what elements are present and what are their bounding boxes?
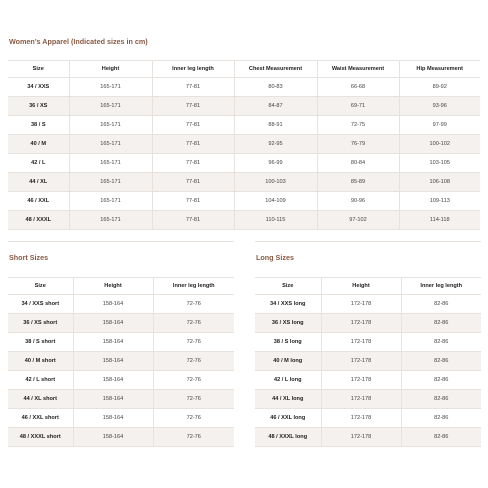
cell-height: 165-171 — [69, 211, 152, 230]
col-header-inner-leg: Inner leg length — [152, 61, 234, 78]
cell-size: 42 / L long — [255, 371, 321, 390]
cell-size: 48 / XXXL — [8, 211, 69, 230]
table-row — [8, 371, 234, 390]
cell-size: 36 / XS — [8, 97, 69, 116]
cell-height: 172-178 — [321, 409, 401, 428]
long-size-table — [255, 277, 481, 447]
table-row — [8, 409, 234, 428]
cell-chest: 80-83 — [234, 78, 317, 97]
cell-chest: 88-91 — [234, 116, 317, 135]
short-size-table — [8, 277, 234, 447]
table-row — [255, 371, 481, 390]
long-table-body — [255, 295, 481, 447]
cell-height: 172-178 — [321, 371, 401, 390]
cell-size: 44 / XL long — [255, 390, 321, 409]
section-divider-left — [8, 241, 234, 242]
table-row — [255, 409, 481, 428]
cell-waist: 85-89 — [317, 173, 399, 192]
table-row — [8, 173, 480, 192]
cell-hip: 89-92 — [399, 78, 480, 97]
cell-height: 158-164 — [73, 352, 153, 371]
cell-inner-leg: 72-76 — [153, 295, 234, 314]
cell-height: 172-178 — [321, 333, 401, 352]
col-header-size: Size — [8, 61, 69, 78]
cell-inner-leg: 72-76 — [153, 390, 234, 409]
col-header-height: Height — [69, 61, 152, 78]
cell-size: 46 / XXL — [8, 192, 69, 211]
cell-chest: 84-87 — [234, 97, 317, 116]
cell-hip: 97-99 — [399, 116, 480, 135]
table-row — [255, 333, 481, 352]
cell-height: 172-178 — [321, 428, 401, 447]
short-table-title: Short Sizes — [9, 253, 49, 262]
table-row — [8, 154, 480, 173]
cell-height: 158-164 — [73, 371, 153, 390]
cell-inner-leg: 72-76 — [153, 352, 234, 371]
cell-size: 36 / XS short — [8, 314, 73, 333]
cell-inner-leg: 72-76 — [153, 333, 234, 352]
cell-inner-leg: 77-81 — [152, 154, 234, 173]
cell-size: 38 / S short — [8, 333, 73, 352]
cell-hip: 109-113 — [399, 192, 480, 211]
cell-height: 165-171 — [69, 154, 152, 173]
cell-size: 48 / XXXL long — [255, 428, 321, 447]
section-divider-right — [255, 241, 481, 242]
table-row — [8, 211, 480, 230]
col-header-height: Height — [321, 278, 401, 295]
table-row — [255, 295, 481, 314]
cell-size: 40 / M — [8, 135, 69, 154]
cell-hip: 106-108 — [399, 173, 480, 192]
cell-waist: 76-79 — [317, 135, 399, 154]
table-row — [8, 97, 480, 116]
col-header-chest: Chest Measurement — [234, 61, 317, 78]
table-row — [255, 314, 481, 333]
cell-height: 158-164 — [73, 428, 153, 447]
col-header-height: Height — [73, 278, 153, 295]
cell-size: 36 / XS long — [255, 314, 321, 333]
cell-size: 46 / XXL long — [255, 409, 321, 428]
cell-size: 40 / M short — [8, 352, 73, 371]
cell-inner-leg: 77-81 — [152, 78, 234, 97]
cell-inner-leg: 77-81 — [152, 211, 234, 230]
cell-height: 172-178 — [321, 314, 401, 333]
col-header-waist: Waist Measurement — [317, 61, 399, 78]
short-header-row — [8, 278, 234, 295]
cell-height: 165-171 — [69, 173, 152, 192]
short-table-body — [8, 295, 234, 447]
cell-size: 40 / M long — [255, 352, 321, 371]
cell-waist: 80-84 — [317, 154, 399, 173]
cell-waist: 69-71 — [317, 97, 399, 116]
cell-inner-leg: 77-81 — [152, 192, 234, 211]
table-row — [8, 192, 480, 211]
cell-size: 34 / XXS — [8, 78, 69, 97]
table-row — [8, 314, 234, 333]
womens-table-title: Women's Apparel (Indicated sizes in cm) — [9, 37, 148, 46]
cell-height: 158-164 — [73, 390, 153, 409]
cell-hip: 93-96 — [399, 97, 480, 116]
cell-inner-leg: 82-86 — [401, 314, 481, 333]
cell-height: 158-164 — [73, 409, 153, 428]
cell-height: 158-164 — [73, 295, 153, 314]
cell-height: 165-171 — [69, 192, 152, 211]
cell-height: 165-171 — [69, 78, 152, 97]
cell-height: 165-171 — [69, 135, 152, 154]
cell-height: 165-171 — [69, 116, 152, 135]
cell-inner-leg: 82-86 — [401, 352, 481, 371]
long-table-title: Long Sizes — [256, 253, 294, 262]
cell-waist: 90-96 — [317, 192, 399, 211]
cell-height: 165-171 — [69, 97, 152, 116]
cell-size: 34 / XXS short — [8, 295, 73, 314]
cell-size: 46 / XXL short — [8, 409, 73, 428]
cell-waist: 97-102 — [317, 211, 399, 230]
col-header-size: Size — [8, 278, 73, 295]
cell-chest: 92-95 — [234, 135, 317, 154]
cell-inner-leg: 72-76 — [153, 409, 234, 428]
table-row — [8, 78, 480, 97]
table-row — [8, 116, 480, 135]
cell-inner-leg: 82-86 — [401, 295, 481, 314]
cell-waist: 66-68 — [317, 78, 399, 97]
cell-inner-leg: 82-86 — [401, 409, 481, 428]
cell-chest: 104-109 — [234, 192, 317, 211]
cell-size: 38 / S — [8, 116, 69, 135]
cell-size: 34 / XXS long — [255, 295, 321, 314]
table-row — [255, 390, 481, 409]
cell-inner-leg: 82-86 — [401, 390, 481, 409]
cell-inner-leg: 72-76 — [153, 371, 234, 390]
cell-height: 172-178 — [321, 352, 401, 371]
col-header-inner-leg: Inner leg length — [153, 278, 234, 295]
table-row — [8, 135, 480, 154]
cell-inner-leg: 77-81 — [152, 135, 234, 154]
cell-height: 158-164 — [73, 333, 153, 352]
cell-height: 172-178 — [321, 295, 401, 314]
cell-hip: 100-102 — [399, 135, 480, 154]
table-row — [255, 352, 481, 371]
table-row — [8, 428, 234, 447]
cell-inner-leg: 77-81 — [152, 173, 234, 192]
cell-inner-leg: 82-86 — [401, 371, 481, 390]
table-row — [8, 390, 234, 409]
cell-size: 42 / L — [8, 154, 69, 173]
col-header-inner-leg: Inner leg length — [401, 278, 481, 295]
long-header-row — [255, 278, 481, 295]
cell-inner-leg: 72-76 — [153, 314, 234, 333]
table-row — [8, 352, 234, 371]
womens-size-table — [8, 60, 480, 230]
cell-inner-leg: 82-86 — [401, 428, 481, 447]
table-row — [8, 333, 234, 352]
womens-table-body — [8, 78, 480, 230]
cell-chest: 96-99 — [234, 154, 317, 173]
cell-hip: 114-118 — [399, 211, 480, 230]
cell-waist: 72-75 — [317, 116, 399, 135]
table-row — [8, 295, 234, 314]
cell-inner-leg: 72-76 — [153, 428, 234, 447]
cell-chest: 110-115 — [234, 211, 317, 230]
col-header-hip: Hip Measurement — [399, 61, 480, 78]
cell-inner-leg: 77-81 — [152, 116, 234, 135]
womens-header-row — [8, 61, 480, 78]
table-row — [255, 428, 481, 447]
cell-size: 48 / XXXL short — [8, 428, 73, 447]
cell-height: 158-164 — [73, 314, 153, 333]
col-header-size: Size — [255, 278, 321, 295]
cell-inner-leg: 77-81 — [152, 97, 234, 116]
cell-size: 44 / XL short — [8, 390, 73, 409]
cell-size: 42 / L short — [8, 371, 73, 390]
cell-size: 38 / S long — [255, 333, 321, 352]
cell-hip: 103-105 — [399, 154, 480, 173]
cell-inner-leg: 82-86 — [401, 333, 481, 352]
cell-chest: 100-103 — [234, 173, 317, 192]
cell-size: 44 / XL — [8, 173, 69, 192]
cell-height: 172-178 — [321, 390, 401, 409]
